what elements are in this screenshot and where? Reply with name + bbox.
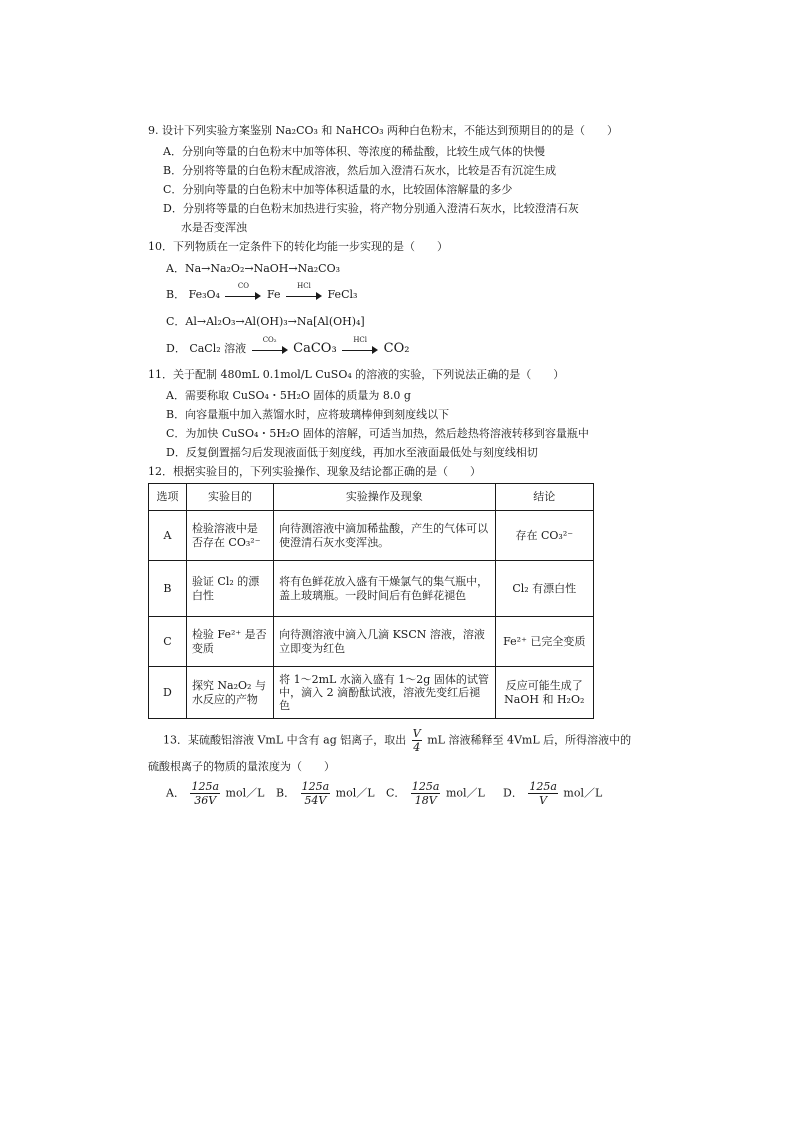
q9-option-d-cont: 水是否变浑浊 xyxy=(181,221,247,234)
reaction-arrow-icon xyxy=(225,282,261,301)
q10-d-species-3: CO₂ xyxy=(383,341,410,356)
q10-b-reagent-1: CO xyxy=(237,282,250,290)
table-cell-operation: 将有色鲜花放入盛有干燥氯气的集气瓶中，盖上玻璃瓶。一段时间后有色鲜花褪色 xyxy=(274,561,495,617)
table-cell-conclusion: Fe²⁺ 已完全变质 xyxy=(495,617,593,667)
table-header-cell: 选项 xyxy=(149,484,187,511)
q9-option-a: A．分别向等量的白色粉末中加等体积、等浓度的稀盐酸，比较生成气体的快慢 xyxy=(163,145,545,158)
q13-stem-fraction xyxy=(412,727,422,754)
q13-stem-before: 13．某硫酸铝溶液 VmL 中含有 ag 铝离子，取出 xyxy=(163,733,407,747)
table-cell-option: A xyxy=(149,511,187,561)
q13-stem-line2: 硫酸根离子的物质的量浓度为（ ） xyxy=(148,760,335,773)
table-cell-operation: 将 1～2mL 水滴入盛有 1～2g 固体的试管中，滴入 2 滴酚酞试液，溶液先变红后褪色 xyxy=(274,667,495,719)
q11-stem: 11．关于配制 480mL 0.1mol/L CuSO₄ 的溶液的实验，下列说法正确的是（ ） xyxy=(148,368,565,381)
table-header-cell: 实验目的 xyxy=(186,484,273,511)
reaction-arrow-icon xyxy=(252,336,288,355)
table-header-cell: 结论 xyxy=(495,484,593,511)
table-cell-conclusion: 反应可能生成了 NaOH 和 H₂O₂ xyxy=(495,667,593,719)
table-cell-aim: 探究 Na₂O₂ 与水反应的产物 xyxy=(186,667,273,719)
q13-option-d xyxy=(503,780,602,807)
q13-frac-den: 4 xyxy=(413,741,421,755)
q13-a-num: 125a xyxy=(191,780,220,793)
table-cell-aim: 检验 Fe²⁺ 是否变质 xyxy=(186,617,273,667)
table-row xyxy=(149,617,594,667)
q13-c-fraction xyxy=(411,780,441,807)
q13-d-label: D． xyxy=(503,786,523,800)
q11-option-d: D．反复倒置摇匀后发现液面低于刻度线，再加水至液面最低处与刻度线相切 xyxy=(166,446,538,459)
q13-c-unit: mol／L xyxy=(445,786,485,800)
q12-stem: 12．根据实验目的，下列实验操作、现象及结论都正确的是（ ） xyxy=(148,465,481,478)
q13-b-label: B． xyxy=(276,786,296,800)
q9-option-d: D．分别将等量的白色粉末加热进行实验，将产物分别通入澄清石灰水，比较澄清石灰 xyxy=(163,202,579,215)
q10-b-species-2: Fe xyxy=(266,288,281,301)
table-cell-conclusion: Cl₂ 有漂白性 xyxy=(495,561,593,617)
q9-option-b: B．分别将等量的白色粉末配成溶液，然后加入澄清石灰水，比较是否有沉淀生成 xyxy=(163,164,557,177)
q13-stem xyxy=(163,727,631,754)
q10-b-species-3: FeCl₃ xyxy=(327,288,358,301)
q10-option-d xyxy=(166,336,410,357)
q11-option-c: C．为加快 CuSO₄・5H₂O 固体的溶解，可适当加热，然后趁热将溶液转移到容量瓶中 xyxy=(166,427,589,440)
q10-d-reagent-1: CO₂ xyxy=(262,336,277,344)
q10-b-label: B． xyxy=(166,288,186,301)
q10-b-reagent-2: HCl xyxy=(297,282,311,290)
table-cell-operation: 向待测溶液中滴加稀盐酸，产生的气体可以使澄清石灰水变浑浊。 xyxy=(274,511,495,561)
q13-a-unit: mol／L xyxy=(225,786,265,800)
q13-c-num: 125a xyxy=(411,780,440,793)
table-row xyxy=(149,667,594,719)
table-cell-operation: 向待测溶液中滴入几滴 KSCN 溶液，溶液立即变为红色 xyxy=(274,617,495,667)
q10-option-c: C．Al→Al₂O₃→Al(OH)₃→Na[Al(OH)₄] xyxy=(166,315,365,328)
q13-a-den: 36V xyxy=(194,794,217,808)
q13-option-c xyxy=(386,780,485,807)
table-header-row xyxy=(149,484,594,511)
table-row xyxy=(149,511,594,561)
table-cell-aim: 验证 Cl₂ 的漂白性 xyxy=(186,561,273,617)
q13-d-den: V xyxy=(539,794,548,808)
q13-c-label: C． xyxy=(386,786,406,800)
table-cell-option: B xyxy=(149,561,187,617)
q13-b-unit: mol／L xyxy=(335,786,375,800)
table-cell-conclusion: 存在 CO₃²⁻ xyxy=(495,511,593,561)
q11-option-b: B．向容量瓶中加入蒸馏水时，应将玻璃棒伸到刻度线以下 xyxy=(166,408,450,421)
table-cell-option: D xyxy=(149,667,187,719)
q13-d-unit: mol／L xyxy=(563,786,603,800)
q9-option-c: C．分别向等量的白色粉末中加等体积适量的水，比较固体溶解量的多少 xyxy=(163,183,513,196)
table-header-cell: 实验操作及现象 xyxy=(274,484,495,511)
q13-a-label: A． xyxy=(166,786,185,800)
experiment-table xyxy=(148,483,594,719)
reaction-arrow-icon xyxy=(342,336,378,355)
q9-stem: 9. 设计下列实验方案鉴别 Na₂CO₃ 和 NaHCO₃ 两种白色粉末，不能达到预期目的的是（ ） xyxy=(148,124,619,137)
reaction-arrow-icon xyxy=(286,282,322,301)
table-cell-aim: 检验溶液中是否存在 CO₃²⁻ xyxy=(186,511,273,561)
q13-frac-num: V xyxy=(412,727,421,740)
q10-option-b xyxy=(166,282,358,301)
q13-c-den: 18V xyxy=(414,794,437,808)
table-cell-option: C xyxy=(149,617,187,667)
q10-stem: 10．下列物质在一定条件下的转化均能一步实现的是（ ） xyxy=(148,240,448,253)
q11-option-a: A．需要称取 CuSO₄・5H₂O 固体的质量为 8.0 g xyxy=(166,389,411,402)
q13-b-den: 54V xyxy=(304,794,327,808)
q13-option-a xyxy=(166,780,264,807)
q10-option-a: A．Na→Na₂O₂→NaOH→Na₂CO₃ xyxy=(166,262,341,275)
q13-a-fraction xyxy=(190,780,220,807)
q13-b-num: 125a xyxy=(301,780,330,793)
table-row xyxy=(149,561,594,617)
q13-b-fraction xyxy=(301,780,331,807)
q10-d-species-2: CaCO₃ xyxy=(293,341,337,356)
q10-d-species-1: CaCl₂ 溶液 xyxy=(189,342,247,355)
q10-b-species-1: Fe₃O₄ xyxy=(188,288,220,301)
q13-stem-after: mL 溶液稀释至 4VmL 后，所得溶液中的 xyxy=(427,733,632,747)
q13-option-b xyxy=(276,780,375,807)
q13-d-num: 125a xyxy=(529,780,557,793)
q10-d-label: D． xyxy=(166,342,186,355)
q13-d-fraction xyxy=(528,780,558,807)
q10-d-reagent-2: HCl xyxy=(353,336,368,344)
